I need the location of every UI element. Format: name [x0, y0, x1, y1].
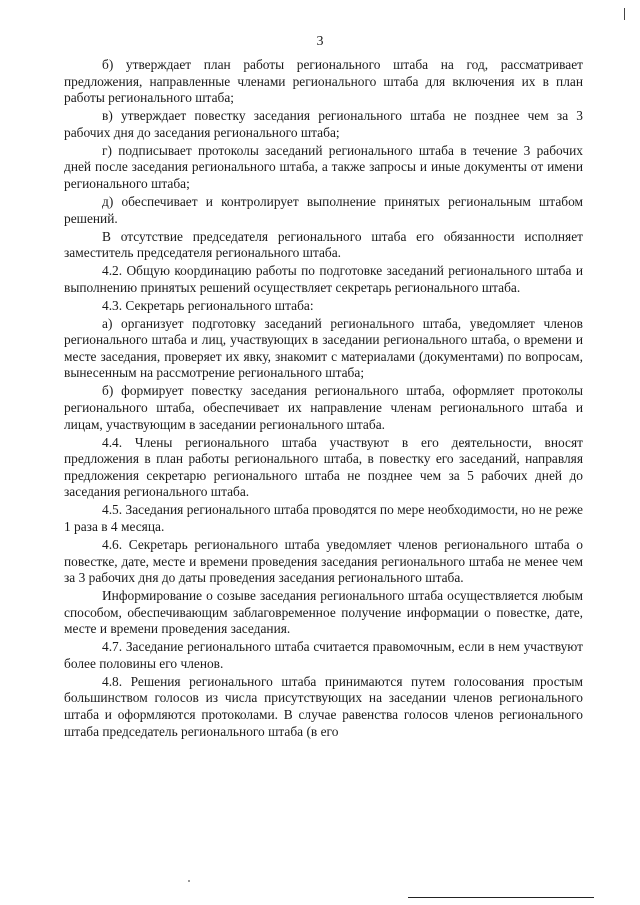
paragraph-4-4: 4.4. Члены регионального штаба участвуют в его деятельности, вносят предложения в план работы регионального штаба, в повестку его заседаний, направляя предложения секретарю регионального штаба не позднее чем за 5 рабочих дней до заседания регионального штаба. [64, 434, 583, 500]
footer-rule [408, 897, 594, 898]
paragraph-4-6: 4.6. Секретарь регионального штаба уведомляет членов регионального штаба о повестке, дате, месте и времени проведения заседания регионального штаба не менее чем за 3 рабочих дня до даты проведения заседания регионального штаба. [64, 536, 583, 586]
scan-dot [188, 880, 190, 882]
paragraph-g-protocols: г) подписывает протоколы заседаний регионального штаба в течение 3 рабочих дней после заседания регионального штаба, а также запросы и иные документы от имени регионального штаба; [64, 142, 583, 191]
paragraph-informing: Информирование о созыве заседания регионального штаба осуществляется любым способом, обеспечивающим заблаговременное получение информации о повестке, дате, месте и времени проведения заседания. [64, 588, 583, 637]
page-number: 3 [316, 34, 324, 49]
paragraph-4-3-b: б) формирует повестку заседания регионального штаба, оформляет протоколы регионального штаба, обеспечивает их направление членам регионального штаба и лицам, участвующим в заседании регионального штаба. [64, 383, 583, 432]
paragraph-v-agenda: в) утверждает повестку заседания регионального штаба не позднее чем за 3 рабочих дня до заседания регионального штаба; [64, 108, 583, 140]
scan-mark [624, 8, 625, 20]
paragraph-4-3-a: а) организует подготовку заседаний регионального штаба, уведомляет членов регионального штаба и лиц, участвующих в заседании регионального штаба, о времени и месте заседания, проверяет их явку, знакомит с материалами (документами) по вопросам, вынесенным на рассмотрение регионального штаба; [64, 315, 583, 381]
paragraph-deputy: В отсутствие председателя регионального штаба его обязанности исполняет заместитель председателя регионального штаба. [64, 228, 583, 261]
paragraph-b-plan: б) утверждает план работы регионального штаба на год, рассматривает предложения, направленные членами регионального штаба для включения их в план работы регионального штаба; [64, 57, 583, 106]
paragraph-4-3: 4.3. Секретарь регионального штаба: [102, 297, 314, 313]
document-body [64, 57, 583, 742]
paragraph-4-8: 4.8. Решения регионального штаба принимаются путем голосования простым большинством голосов из числа присутствующих на заседании членов регионального штаба и оформляются протоколами. В случае равенства голосов членов регионального штаба председатель регионального штаба (в его [64, 673, 583, 739]
paragraph-4-7: 4.7. Заседание регионального штаба считается правомочным, если в нем участвуют более половины его членов. [64, 639, 583, 671]
paragraph-4-2: 4.2. Общую координацию работы по подготовке заседаний регионального штаба и выполнению принятых решений осуществляет секретарь регионального штаба. [64, 263, 583, 295]
paragraph-d-control: д) обеспечивает и контролирует выполнение принятых региональным штабом решений. [64, 193, 583, 226]
paragraph-4-5: 4.5. Заседания регионального штаба проводятся по мере необходимости, но не реже 1 раза в 4 месяца. [64, 502, 583, 534]
